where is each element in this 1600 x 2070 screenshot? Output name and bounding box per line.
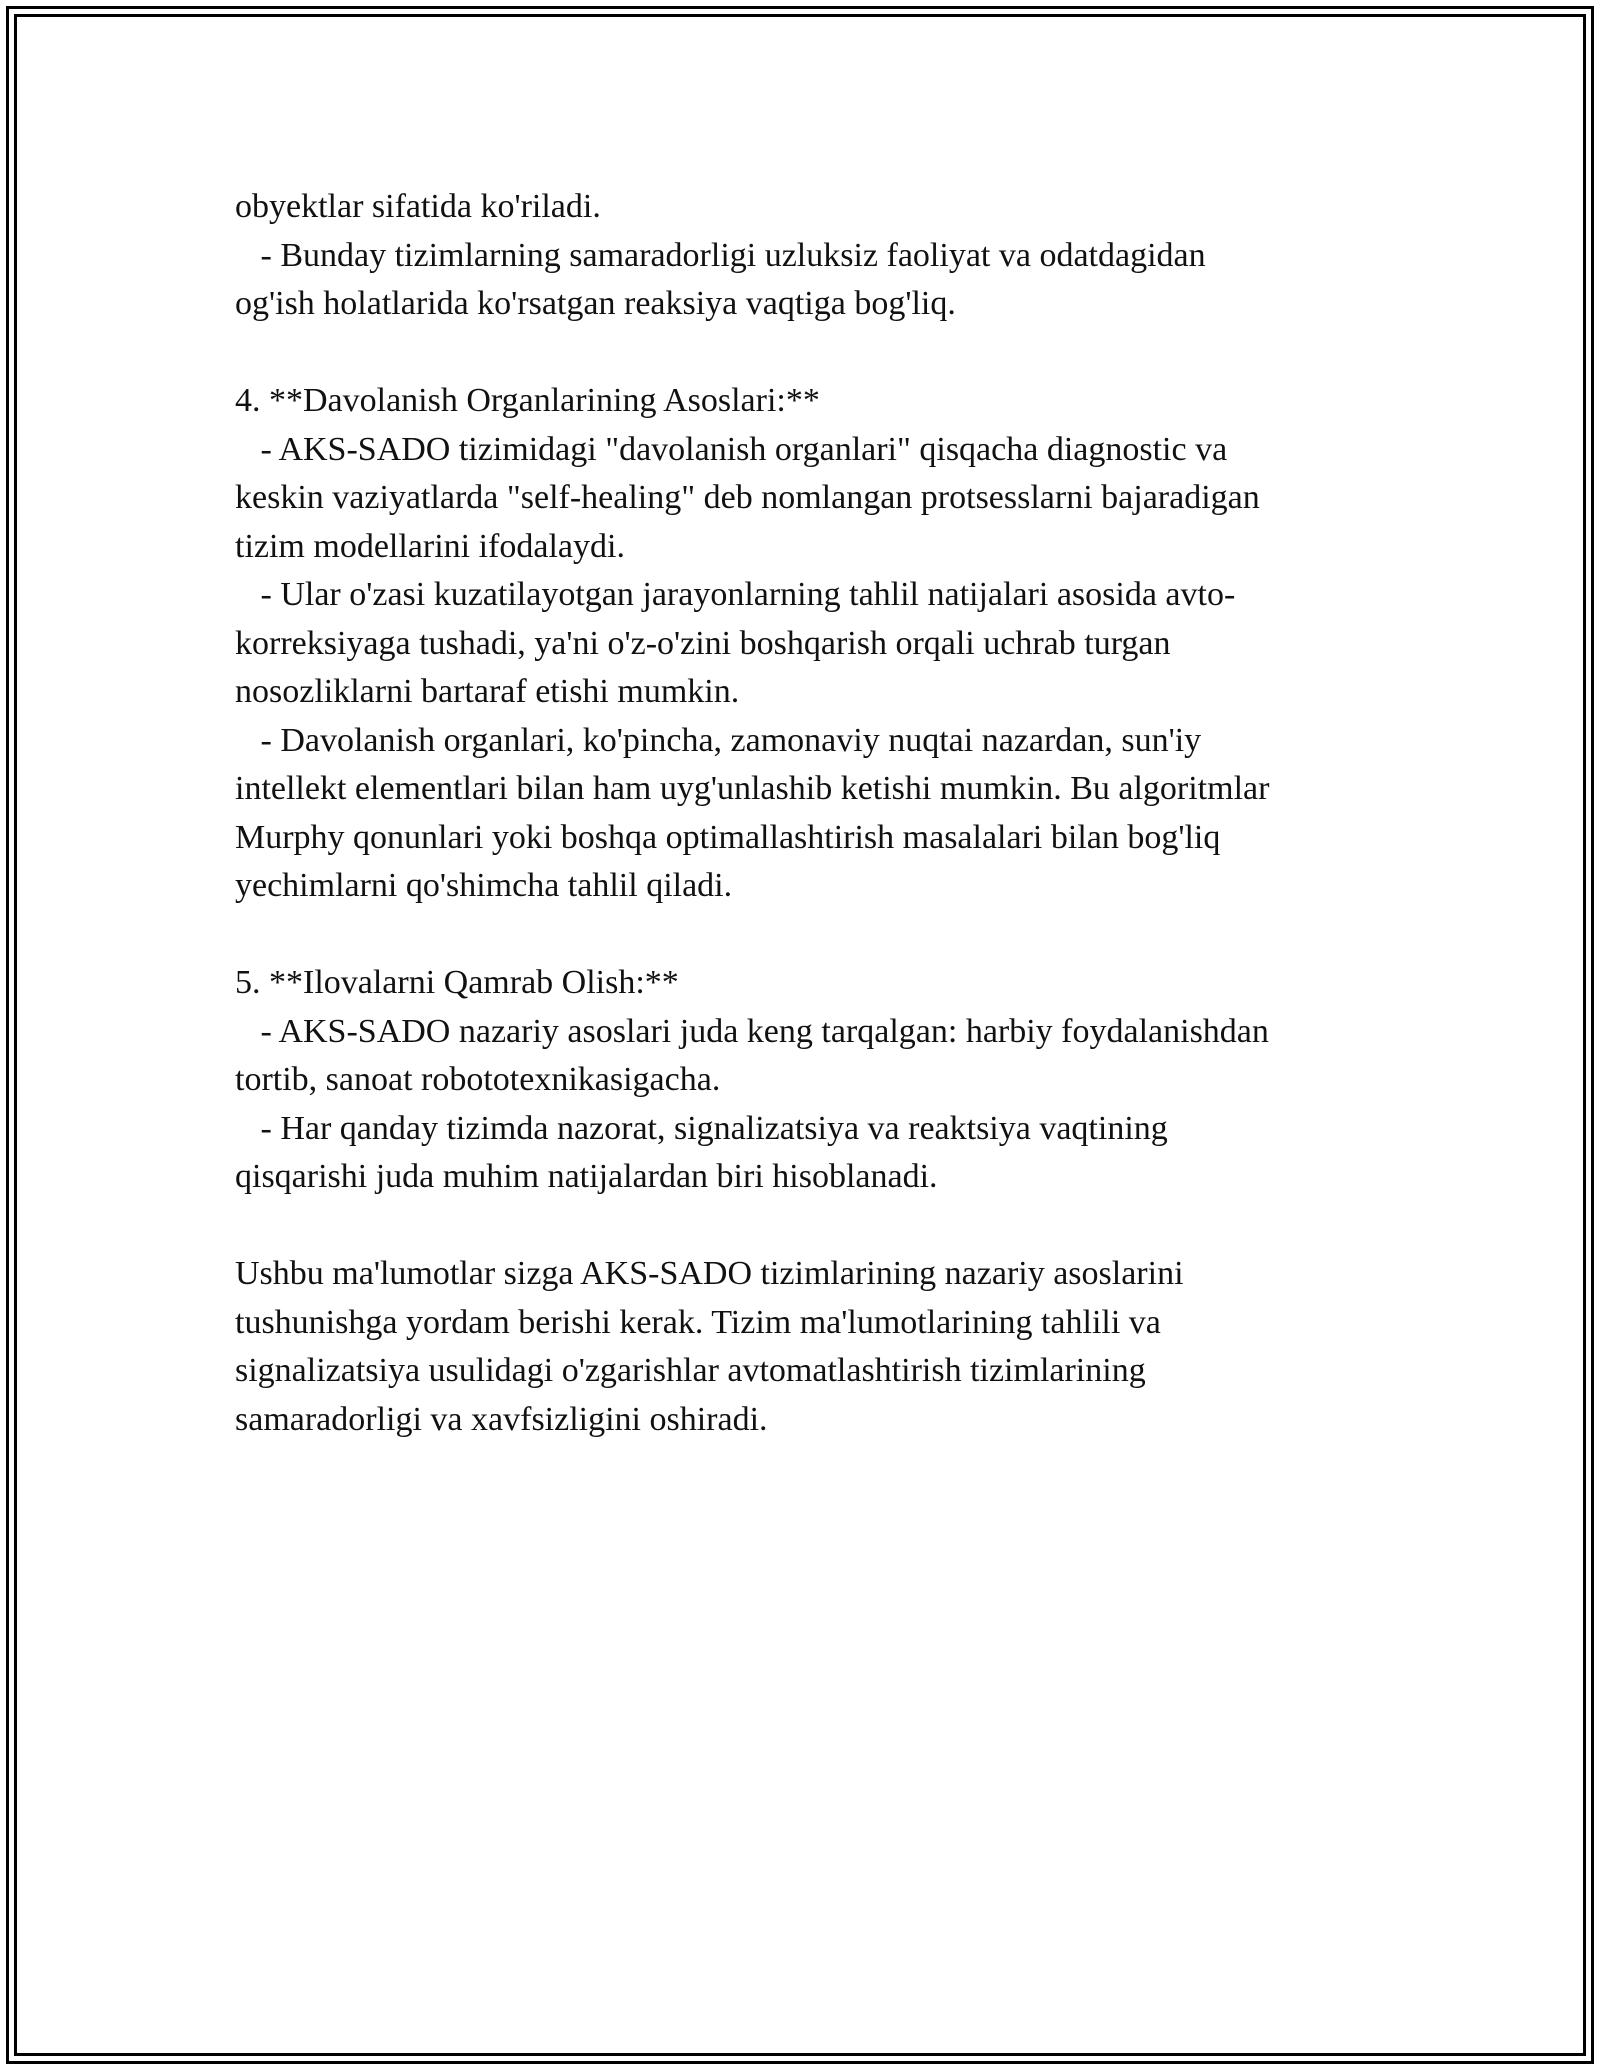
text-line: - Bunday tizimlarning samaradorligi uzluksiz faoliyat va odatdagidan	[235, 236, 1206, 274]
text-line: intellekt elementlari bilan ham uyg'unlashib ketishi mumkin. Bu algoritmlar	[235, 770, 1270, 807]
blank-line	[235, 911, 1365, 960]
text-line: - Davolanish organlari, ko'pincha, zamonaviy nuqtai nazardan, sun'iy	[235, 721, 1202, 759]
text-line: - AKS-SADO tizimidagi "davolanish organlari" qisqacha diagnostic va	[235, 430, 1228, 468]
text-line: signalizatsiya usulidagi o'zgarishlar avtomatlashtirish tizimlarining	[235, 1352, 1146, 1389]
text-line: yechimlarni qo'shimcha tahlil qiladi.	[235, 867, 733, 904]
text-line: tortib, sanoat robototexnikasigacha.	[235, 1061, 721, 1098]
text-line: qisqarishi juda muhim natijalardan biri hisoblanadi.	[235, 1158, 938, 1195]
text-line: obyektlar sifatida ko'riladi.	[235, 188, 601, 225]
section-heading: 5. **Ilovalarni Qamrab Olish:**	[235, 964, 679, 1001]
blank-line	[235, 329, 1365, 378]
text-line: tushunishga yordam berishi kerak. Tizim ma'lumotlarining tahlili va	[235, 1303, 1161, 1341]
text-line: - AKS-SADO nazariy asoslari juda keng tarqalgan: harbiy foydalanishdan	[235, 1012, 1269, 1050]
text-line: samaradorligi va xavfsizligini oshiradi.	[235, 1400, 768, 1438]
text-line: nosozliklarni bartaraf etishi mumkin.	[235, 673, 740, 710]
text-line: tizim modellarini ifodalaydi.	[235, 527, 625, 565]
text-line: og'ish holatlarida ko'rsatgan reaksiya vaqtiga bog'liq.	[235, 285, 956, 322]
text-line: Murphy qonunlari yoki boshqa optimallashtirish masalalari bilan bog'liq	[235, 818, 1221, 856]
text-line: korreksiyaga tushadi, ya'ni o'z-o'zini boshqarish orqali uchrab turgan	[235, 624, 1171, 662]
text-line: Ushbu ma'lumotlar sizga AKS-SADO tizimlarining nazariy asoslarini	[235, 1255, 1184, 1292]
text-line: - Ular o'zasi kuzatilayotgan jarayonlarning tahlil natijalari asosida avto-	[235, 576, 1236, 613]
section-heading: 4. **Davolanish Organlarining Asoslari:**	[235, 382, 820, 419]
text-line: - Har qanday tizimda nazorat, signalizatsiya va reaktsiya vaqtining	[235, 1109, 1168, 1147]
document-body	[235, 183, 1365, 1444]
blank-line	[235, 1202, 1365, 1251]
text-line: keskin vaziyatlarda "self-healing" deb nomlangan protsesslarni bajaradigan	[235, 479, 1260, 516]
